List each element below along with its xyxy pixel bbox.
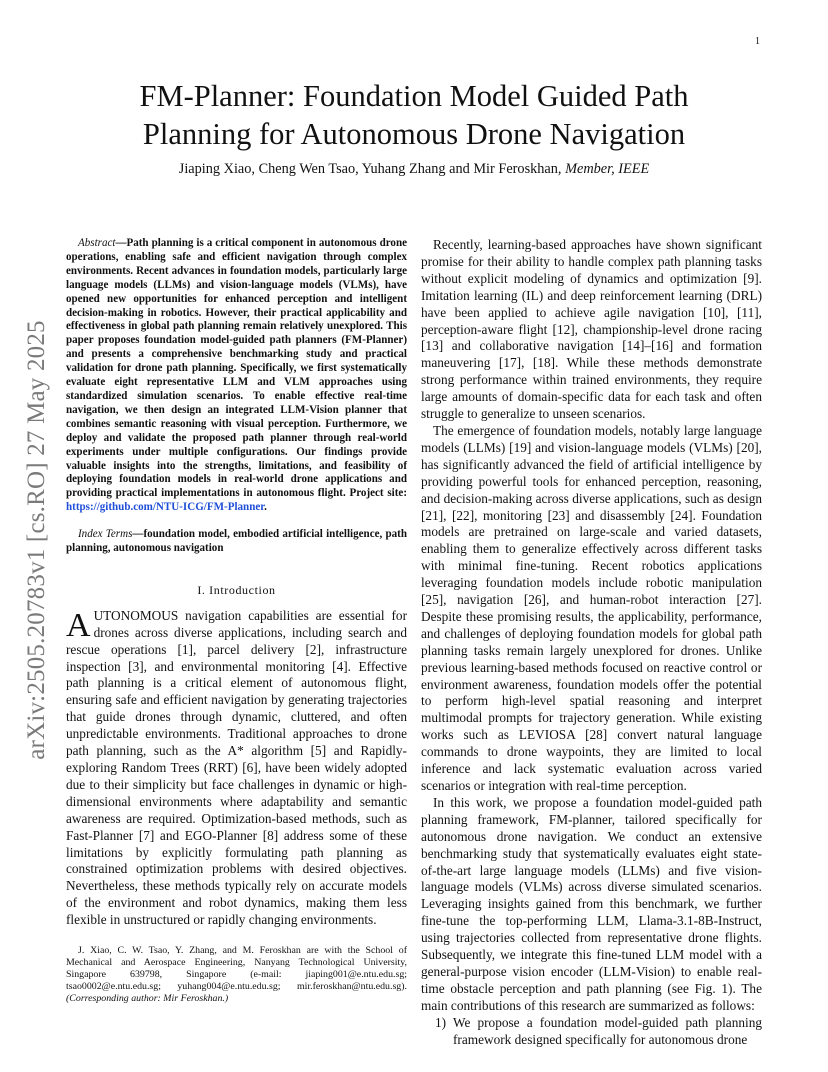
- right-column: [421, 237, 762, 1049]
- author-names: Jiaping Xiao, Cheng Wen Tsao, Yuhang Zhang and Mir Feroskhan,: [178, 161, 566, 177]
- arxiv-stamp-text: arXiv:2505.20783v1 [cs.RO] 27 May 2025: [23, 320, 50, 760]
- index-terms-label: Index Terms: [78, 528, 133, 541]
- intro-paragraph-1: [66, 608, 407, 929]
- right-paragraph-2: The emergence of foundation models, notably large language models (LLMs) [19] and vision-language models (VLMs) [20], has significantly advanced the field of artificial intelligence by providing powerful tools for enhanced perception, reasoning, and decision-making across diverse applications, such as design [21], [22], monitoring [23] and disassembly [24]. Foundation models are pretrained on large-scale and varied datasets, enabling them to generalize effectively across different tasks with minimal fine-tuning. Recent robotics applications leveraging foundation models include robotic manipulation [25], navigation [26], and human-robot interaction [27]. Despite these promising results, the applicability, performance, and challenges of deploying foundation models for global path planning tasks remain largely unexplored for drones. Unlike previous learning-based methods focused on reactive control or environment awareness, foundation models offer the potential to perform high-level spatial reasoning and interpret multimodal prompts for trajectory generation. While existing works such as LEVIOSA [28] convert natural language commands to drone waypoints, they are limited to local inference and lack systematic evaluation across varied scenarios or integration with real-time perception.: [421, 422, 762, 793]
- author-membership: Member, IEEE: [565, 161, 650, 177]
- abstract-text: —Path planning is a critical component in autonomous drone operations, enabling safe and efficient navigation through complex environments. Recent advances in foundation models, particularly large language models (LLMs) and vision-language models (VLMs), have opened new opportunities for enhanced perception and intelligent decision-making in robotics. However, their practical applicability and effectiveness in global path planning remain relatively unexplored. This paper proposes foundation model-guided path planners (FM-Planner) and presents a comprehensive benchmarking study and practical validation for drone path planning. Specifically, we first systematically evaluate eight representative LLM and VLM approaches using standardized simulation scenarios. To enable effective real-time navigation, we then design an integrated LLM-Vision planner that combines semantic reasoning with visual perception. Furthermore, we deploy and validate the proposed path planner through real-world experiments under multiple configurations. Our findings provide valuable insights into the strengths, limitations, and feasibility of deploying foundation models in real-world drone applications and providing practical implementations in autonomous flight. Project site:: [66, 237, 407, 500]
- right-paragraph-1: Recently, learning-based approaches have shown significant promise for their ability to handle complex path planning tasks without explicit modeling of dynamics and optimization [9]. Imitation learning (IL) and deep reinforcement learning (DRL) have been applied to achieve agile navigation [10], [11], perception-aware flight [12], championship-level drone racing [13] and collaborative navigation [14]–[16] and formation maneuvering [17], [18]. While these methods demonstrate strong performance within trained environments, they require large amounts of domain-specific data for each task and often struggle to generalize to unseen scenarios.: [421, 237, 762, 422]
- footnote-text: J. Xiao, C. W. Tsao, Y. Zhang, and M. Feroskhan are with the School of Mechanical and Aerospace Engineering, Nanyang Technological University, Singapore 639798, Singapore (e-mail: jiaping001@e.ntu.edu.sg; tsao0002@e.ntu.edu.sg; yuhang004@e.ntu.edu.sg; mir.feroskhan@ntu.edu.sg).: [66, 945, 407, 992]
- abstract: Abstract—Path planning is a critical component in autonomous drone operations, enabling safe and efficient navigation through complex environments. Recent advances in foundation models, particularly large language models (LLMs) and vision-language models (VLMs), have opened new opportunities for enhanced perception and intelligent decision-making in robotics. However, their practical applicability and effectiveness in global path planning remain relatively unexplored. This paper proposes foundation model-guided path planners (FM-Planner) and presents a comprehensive benchmarking study and practical validation for drone path planning. Specifically, we first systematically evaluate eight representative LLM and VLM approaches using standardized simulation scenarios. To enable effective real-time navigation, we then design an integrated LLM-Vision planner that combines semantic reasoning with visual perception. Furthermore, we deploy and validate the proposed path planner through real-world experiments under multiple configurations. Our findings provide valuable insights into the strengths, limitations, and feasibility of deploying foundation models in real-world drone applications and providing practical implementations in autonomous flight. Project site: https://github.com/NTU-ICG/FM-Planner.: [66, 237, 407, 514]
- drop-cap: A: [66, 606, 91, 644]
- left-column: [66, 237, 407, 1005]
- index-terms: [66, 528, 407, 556]
- page-number: 1: [755, 36, 760, 47]
- abstract-label: Abstract: [78, 237, 116, 249]
- paper-title: [66, 77, 762, 153]
- contribution-list-item-1: 1) We propose a foundation model-guided path planning framework designed specifically for autonomous drone: [435, 1014, 762, 1047]
- title-line-2: Planning for Autonomous Drone Navigation: [142, 117, 686, 151]
- intro-paragraph-1-text: UTONOMOUS navigation capabilities are essential for drones across diverse applications, including search and rescue operations [1], parcel delivery [2], infrastructure inspection [3], and environmental monitoring [4]. Effective path planning is a critical element of autonomous flight, ensuring safe and efficient navigation by generating trajectories that guide drones through dynamic, cluttered, and often unpredictable environments. Traditional approaches to drone path planning, such as the A* algorithm [5] and Rapidly-exploring Random Trees (RRT) [6], have been widely adopted due to their simplicity but face challenges in dynamic or high-dimensional environments where adaptability and semantic awareness are required. Optimization-based methods, such as Fast-Planner [7] and EGO-Planner [8] address some of these limitations by explicitly formulating path planning as constrained optimization problems with desired objectives. Nevertheless, these methods typically rely on accurate models of the environment and robot dynamics, making them less flexible in unstructured or rapidly changing environments.: [66, 607, 407, 928]
- index-terms-text: —foundation model, embodied artificial intelligence, path planning, autonomous navigation: [66, 528, 407, 555]
- section-heading-introduction: I. Introduction: [197, 582, 276, 597]
- arxiv-stamp: [20, 290, 54, 790]
- title-line-1: FM-Planner: Foundation Model Guided Path: [139, 79, 689, 113]
- project-link[interactable]: https://github.com/NTU-ICG/FM-Planner: [66, 501, 265, 514]
- author-line: [66, 161, 762, 178]
- footnote-corresponding-author: (Corresponding author: Mir Feroskhan.): [66, 992, 229, 1004]
- author-footnote: [66, 945, 407, 1005]
- right-paragraph-3: In this work, we propose a foundation model-guided path planning framework, FM-planner, tailored specifically for autonomous drone navigation. We conduct an extensive benchmarking study that systematically evaluates eight state-of-the-art large language models (LLMs) and five vision-language models (VLMs) across diverse simulated scenarios. Leveraging insights gained from this benchmark, we further fine-tune the top-performing LLM, Llama-3.1-8B-Instruct, using trajectories collected from representative drone flights. Subsequently, we integrate this fine-tuned LLM model with a general-purpose vision encoder (LLM-Vision) to enable real-time obstacle perception and path planning (see Fig. 1). The main contributions of this research are summarized as follows:: [421, 794, 762, 1013]
